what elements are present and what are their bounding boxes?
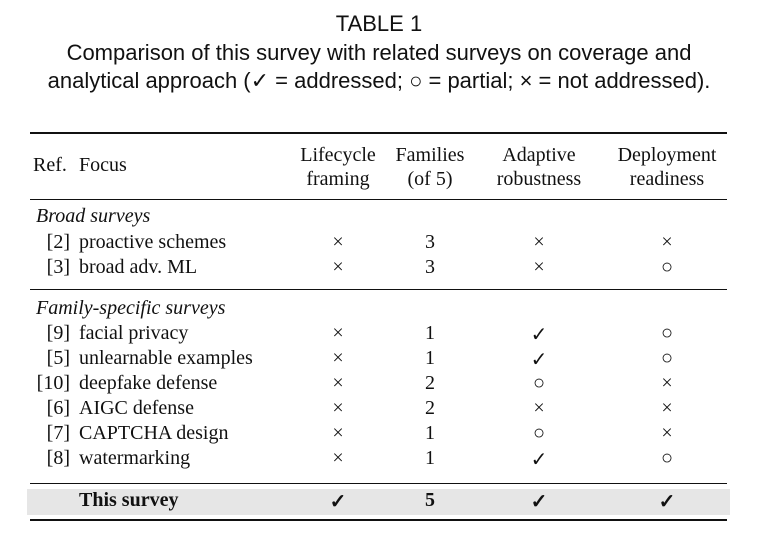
row-ref: [9] bbox=[46, 322, 70, 344]
row-families: 1 bbox=[425, 422, 435, 444]
row-adaptive: × bbox=[533, 397, 545, 419]
header-adaptive-line-2: robustness bbox=[496, 168, 582, 190]
header-rule bbox=[30, 199, 727, 200]
row-ref: [2] bbox=[46, 231, 70, 253]
header-lifecycle-line-1: Lifecycle bbox=[300, 144, 376, 166]
row-families: 2 bbox=[425, 397, 435, 419]
summary-lifecycle: ✓ bbox=[329, 491, 347, 513]
row-families: 1 bbox=[425, 347, 435, 369]
header-focus: Focus bbox=[79, 154, 127, 176]
row-deployment: × bbox=[661, 422, 673, 444]
row-adaptive: ○ bbox=[532, 422, 546, 444]
row-families: 2 bbox=[425, 372, 435, 394]
header-families-line-1: Families bbox=[395, 144, 465, 166]
summary-deployment: ✓ bbox=[658, 491, 676, 513]
row-focus: proactive schemes bbox=[79, 231, 227, 253]
row-ref: [5] bbox=[46, 347, 70, 369]
row-focus: CAPTCHA design bbox=[79, 422, 229, 444]
row-focus: deepfake defense bbox=[79, 372, 218, 394]
row-adaptive: ✓ bbox=[530, 449, 548, 471]
header-deployment bbox=[603, 143, 731, 191]
row-deployment: ○ bbox=[660, 256, 674, 278]
row-families: 1 bbox=[425, 447, 435, 469]
header-deployment-line-2: readiness bbox=[629, 168, 705, 190]
row-adaptive: × bbox=[533, 256, 545, 278]
header-lifecycle bbox=[288, 143, 388, 191]
table-caption-line-1: Comparison of this survey with related surveys on coverage and bbox=[66, 40, 692, 65]
row-adaptive: × bbox=[533, 231, 545, 253]
row-ref: [6] bbox=[46, 397, 70, 419]
row-adaptive: ✓ bbox=[530, 324, 548, 346]
section-title-family-specific: Family-specific surveys bbox=[36, 297, 226, 319]
row-lifecycle: × bbox=[332, 447, 344, 469]
row-lifecycle: × bbox=[332, 397, 344, 419]
row-deployment: ○ bbox=[660, 347, 674, 369]
header-families bbox=[384, 143, 476, 191]
table-label: TABLE 1 bbox=[335, 11, 423, 36]
header-adaptive-line-1: Adaptive bbox=[502, 144, 576, 166]
row-focus: unlearnable examples bbox=[79, 347, 253, 369]
row-lifecycle: × bbox=[332, 422, 344, 444]
row-lifecycle: × bbox=[332, 231, 344, 253]
header-families-line-2: (of 5) bbox=[407, 168, 453, 190]
row-lifecycle: × bbox=[332, 372, 344, 394]
row-focus: watermarking bbox=[79, 447, 191, 469]
row-focus: AIGC defense bbox=[79, 397, 194, 419]
header-lifecycle-line-2: framing bbox=[306, 168, 370, 190]
row-families: 3 bbox=[425, 231, 435, 253]
row-ref: [3] bbox=[46, 256, 70, 278]
row-families: 1 bbox=[425, 322, 435, 344]
summary-families: 5 bbox=[425, 489, 435, 511]
table-caption-line-2: analytical approach (✓ = addressed; ○ = partial; × = not addressed). bbox=[47, 68, 711, 93]
section-title-broad: Broad surveys bbox=[36, 205, 151, 227]
bottom-rule bbox=[30, 519, 727, 521]
row-deployment: × bbox=[661, 231, 673, 253]
row-focus: broad adv. ML bbox=[79, 256, 198, 278]
row-adaptive: ✓ bbox=[530, 349, 548, 371]
header-deployment-line-1: Deployment bbox=[617, 144, 717, 166]
row-deployment: × bbox=[661, 372, 673, 394]
row-lifecycle: × bbox=[332, 322, 344, 344]
row-deployment: ○ bbox=[660, 322, 674, 344]
header-ref: Ref. bbox=[33, 154, 67, 176]
top-rule bbox=[30, 132, 727, 134]
row-ref: [8] bbox=[46, 447, 70, 469]
row-focus: facial privacy bbox=[79, 322, 189, 344]
row-families: 3 bbox=[425, 256, 435, 278]
row-lifecycle: × bbox=[332, 256, 344, 278]
row-adaptive: ○ bbox=[532, 372, 546, 394]
row-deployment: × bbox=[661, 397, 673, 419]
row-lifecycle: × bbox=[332, 347, 344, 369]
summary-adaptive: ✓ bbox=[530, 491, 548, 513]
row-ref: [7] bbox=[46, 422, 70, 444]
row-ref: [10] bbox=[36, 372, 70, 394]
summary-focus: This survey bbox=[79, 489, 179, 511]
header-adaptive bbox=[484, 143, 594, 191]
section-rule bbox=[30, 289, 727, 290]
row-deployment: ○ bbox=[660, 447, 674, 469]
summary-rule bbox=[30, 483, 727, 484]
